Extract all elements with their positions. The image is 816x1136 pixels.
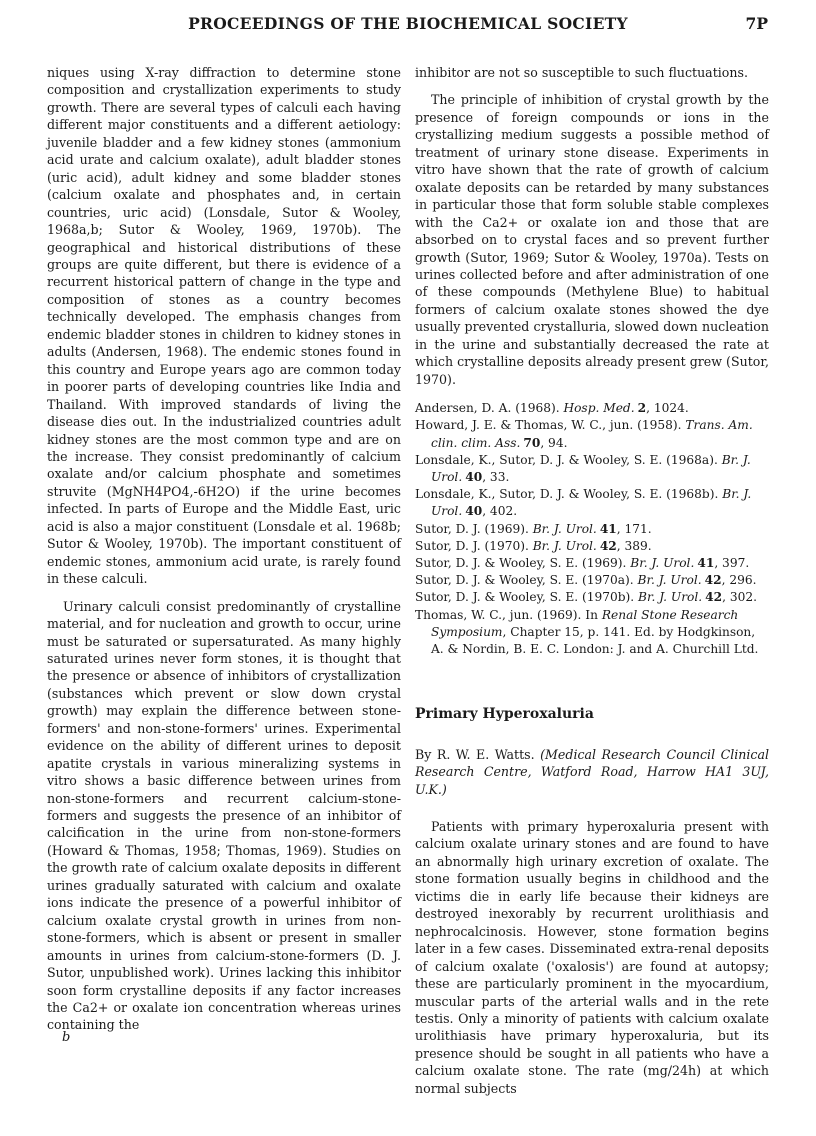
left-column — [47, 64, 401, 1034]
reference-journal: Br. J. Urol. — [532, 538, 597, 553]
byline — [415, 746, 769, 798]
reference-item — [415, 555, 769, 572]
author-name: By R. W. E. Watts. — [415, 746, 541, 762]
reference-list — [415, 400, 769, 658]
running-header — [48, 14, 768, 38]
reference-journal: Hosp. Med. — [563, 401, 635, 416]
reference-pages: , Chapter 15, p. 141. Ed. by Hodgkinson, A. & Nordin, B. E. C. London: J. and A. Churchill Ltd. — [431, 624, 759, 656]
reference-authors: Thomas, W. C., jun. (1969). In — [415, 607, 602, 622]
reference-item — [415, 417, 769, 451]
reference-journal: Br. J. Urol. — [431, 487, 752, 519]
reference-journal: Br. J. Urol. — [532, 521, 597, 536]
body-paragraph: Urinary calculi consist predominantly of crystalline material, and for nucleation and growth to occur, urine must be saturated or supersaturated. As many highly saturated urines never form stones, it is thought that the presence or absence of inhibitors of crystallization (substances which prevent or slow down crystal growth) may explain the difference between stone-formers' and non-stone-formers' urines. Experimental evidence on the ability of different urines to deposit apatite crystals in various mineralizing systems in vitro shows a basic difference between urines from non-stone-formers and recurrent calcium-stone-formers and suggests the presence of an inhibitor of calcification in the urine from non-stone-formers (Howard & Thomas, 1958; Thomas, 1969). Studies on the growth rate of calcium oxalate deposits in different urines gradually saturated with calcium and oxalate ions indicate the presence of a powerful inhibitor of calcium oxalate crystal growth in urines from non-stone-formers, which is absent or present in smaller amounts in urines from calcium-stone-formers (D. J. Sutor, unpublished work). Urines lacking this inhibitor soon form crystalline deposits if any factor increases the Ca2+ or oxalate ion concentration whereas urines containing the — [47, 598, 401, 1033]
reference-volume: 70 — [523, 435, 541, 450]
reference-item — [415, 521, 769, 538]
reference-volume: 42 — [705, 590, 723, 605]
body-paragraph: inhibitor are not so susceptible to such fluctuations. — [415, 65, 748, 80]
reference-item — [415, 572, 769, 589]
reference-volume: 42 — [599, 538, 617, 553]
reference-pages: , 94. — [540, 435, 568, 450]
reference-journal: Trans. Am. clin. clim. Ass. — [431, 418, 753, 450]
reference-authors: Lonsdale, K., Sutor, D. J. & Wooley, S. E. (1968b). — [415, 487, 723, 502]
signature-mark: b — [62, 1030, 71, 1045]
reference-authors: Sutor, D. J. & Wooley, S. E. (1970b). — [415, 590, 639, 605]
reference-item — [415, 486, 769, 520]
reference-journal: Br. J. Urol. — [638, 590, 703, 605]
author-affiliation: (Medical Research Council Clinical Research Centre, Watford Road, Harrow HA1 3UJ, U.K.) — [415, 746, 769, 797]
reference-item — [415, 607, 769, 659]
reference-pages: , 33. — [482, 469, 510, 484]
body-paragraph: The principle of inhibition of crystal growth by the presence of foreign compounds or ions in the crystallizing medium suggests a possible method of treatment of urinary stone disease. Experiments in vitro have shown that the rate of growth of calcium oxalate deposits can be retarded by many substances in particular those that form soluble stable complexes with the Ca2+ or oxalate ion and those that are absorbed on to crystal faces and so prevent further growth (Sutor, 1969; Sutor & Wooley, 1970a). Tests on urines collected before and after administration of one of these compounds (Methylene Blue) to habitual formers of calcium oxalate stones showed the dye usually prevented crystalluria, slowed down nucleation in the urine and substantially decreased the rate at which crystalline deposits already present grew (Sutor, 1970). — [415, 92, 769, 387]
reference-pages: , 1024. — [646, 401, 689, 416]
reference-volume: 42 — [704, 573, 722, 588]
reference-pages: , 397. — [714, 555, 750, 570]
reference-authors: Sutor, D. J. (1970). — [415, 538, 533, 553]
reference-pages: , 171. — [616, 521, 652, 536]
reference-item — [415, 589, 769, 606]
reference-authors: Sutor, D. J. & Wooley, S. E. (1969). — [415, 555, 631, 570]
right-column — [415, 64, 769, 1097]
body-paragraph: niques using X-ray diffraction to determine stone composition and crystallization experiments to study growth. There are several types of calculi each having different major constituents and a different aetiology: juvenile bladder and a few kidney stones (ammonium acid urate and calcium oxalate), adult bladder stones (uric acid), adult kidney and some bladder stones (calcium oxalate and phosphates and, in certain countries, uric acid) (Lonsdale, Sutor & Wooley, 1968a,b; Sutor & Wooley, 1969, 1970b). The geographical and historical distributions of these groups are quite different, but there is evidence of a recurrent historical pattern of change in the type and composition of stones as a country becomes technically developed. The emphasis changes from endemic bladder stones in children to kidney stones in adults (Andersen, 1968). The endemic stones found in this country and Europe years ago are common today in poorer parts of developing countries like India and Thailand. With improved standards of living the disease dies out. In the industrialized countries adult kidney stones are the most common type and are on the increase. They consist predominantly of calcium oxalate and/or calcium phosphate and sometimes struvite (MgNH4PO4,-6H2O) if the urine becomes infected. In parts of Europe and the Middle East, uric acid is also a major constituent (Lonsdale et al. 1968b; Sutor & Wooley, 1970b). The important constituent of endemic stones, ammonium acid urate, is rarely found in these calculi. — [47, 65, 401, 587]
reference-pages: , 296. — [721, 573, 757, 588]
reference-item — [415, 400, 769, 417]
reference-authors: Howard, J. E. & Thomas, W. C., jun. (1958). — [415, 418, 686, 433]
reference-volume: 40 — [465, 504, 483, 519]
reference-volume: 40 — [465, 469, 483, 484]
reference-journal: Br. J. Urol. — [637, 573, 702, 588]
reference-authors: Andersen, D. A. (1968). — [415, 401, 564, 416]
abstract-paragraph: Patients with primary hyperoxaluria present with calcium oxalate urinary stones and are found to have an abnormally high urinary excretion of oxalate. The stone formation usually begins in childhood and the victims die in early life because their kidneys are destroyed inexorably by recurrent urolithiasis and nephrocalcinosis. However, stone formation begins later in a few cases. Disseminated extra-renal deposits of calcium oxalate ('oxalosis') are found at autopsy; these are particularly prominent in the myocardium, muscular parts of the arterial walls and in the rete testis. Only a minority of patients with calcium oxalate urolithiasis have primary hyperoxaluria, but its presence should be sought in all patients who have a calcium oxalate stone. The rate (mg/24h) at which normal subjects — [415, 819, 769, 1096]
reference-authors: Sutor, D. J. & Wooley, S. E. (1970a). — [415, 573, 638, 588]
reference-authors: Sutor, D. J. (1969). — [415, 521, 533, 536]
reference-volume: 41 — [599, 521, 617, 536]
reference-journal: Br. J. Urol. — [431, 452, 751, 484]
journal-title: PROCEEDINGS OF THE BIOCHEMICAL SOCIETY — [188, 14, 628, 33]
reference-volume: 41 — [697, 555, 715, 570]
reference-item — [415, 452, 769, 486]
reference-authors: Lonsdale, K., Sutor, D. J. & Wooley, S. E. (1968a). — [415, 452, 722, 467]
page-number: 7P — [745, 14, 768, 33]
section-heading: Primary Hyperoxaluria — [415, 706, 594, 723]
reference-journal: Renal Stone Research Symposium — [431, 607, 739, 639]
reference-journal: Br. J. Urol. — [630, 555, 695, 570]
reference-volume: 2 — [637, 401, 647, 416]
reference-item — [415, 538, 769, 555]
reference-pages: , 302. — [722, 590, 757, 605]
reference-pages: , 402. — [482, 504, 518, 519]
reference-pages: , 389. — [616, 538, 652, 553]
